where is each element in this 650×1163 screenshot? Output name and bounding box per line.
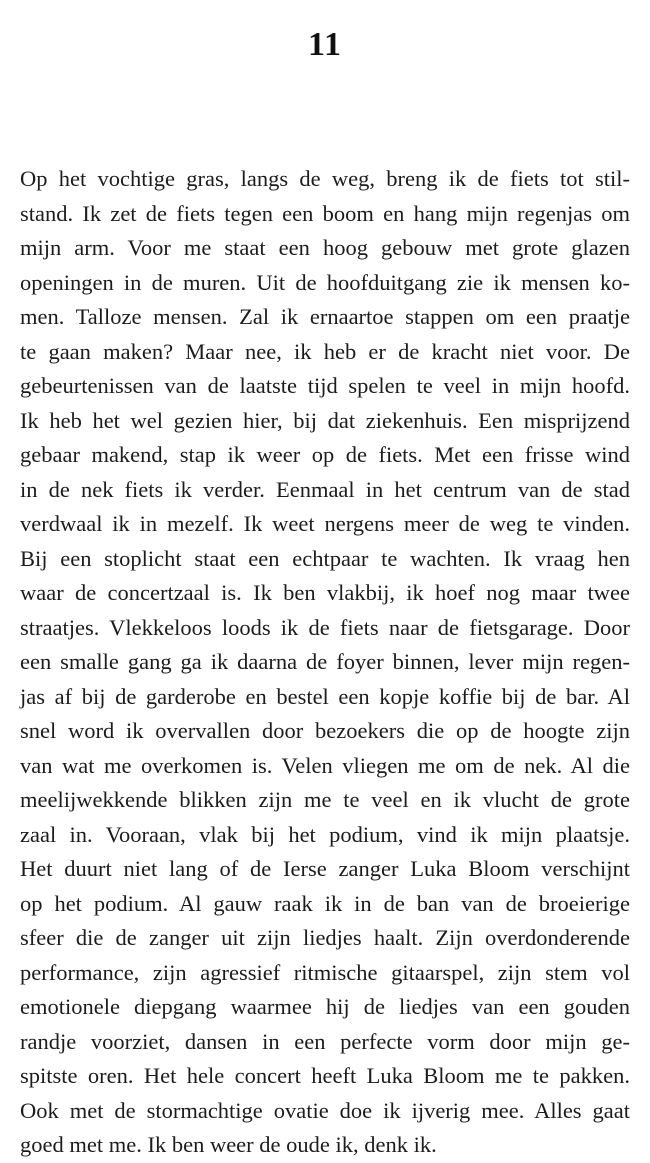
text-line: men. Talloze mensen. Zal ik ernaartoe stappen om een praatje xyxy=(20,304,630,329)
text-line: spitste oren. Het hele concert heeft Luka Bloom me te pakken. xyxy=(20,1063,630,1088)
text-line: Bij een stoplicht staat een echtpaar te wachten. Ik vraag hen xyxy=(20,545,630,571)
text-line: Op het vochtige gras, langs de weg, breng ik de fiets tot stil- xyxy=(20,166,630,191)
text-line: Ook met de stormachtige ovatie doe ik ijverig mee. Alles gaat xyxy=(20,1097,630,1123)
text-line: sfeer die de zanger uit zijn liedjes haalt. Zijn overdonderende xyxy=(20,925,630,950)
text-line: van wat me overkomen is. Velen vliegen me om de nek. Al die xyxy=(20,752,630,778)
text-line: performance, zijn agressief ritmische gitaarspel, zijn stem vol xyxy=(20,959,630,985)
text-line: meelijwekkende blikken zijn me te veel en ik vlucht de grote xyxy=(20,787,630,812)
text-line: gebaar makend, stap ik weer op de fiets. Met een frisse wind xyxy=(20,442,630,467)
text-line: emotionele diepgang waarmee hij de liedjes van een gouden xyxy=(20,994,630,1019)
text-line: snel word ik overvallen door bezoekers die op de hoogte zijn xyxy=(20,718,630,743)
chapter-number: 11 xyxy=(307,26,343,63)
text-line: in de nek fiets ik verder. Eenmaal in het centrum van de stad xyxy=(20,476,630,502)
text-line: openingen in de muren. Uit de hoofduitgang zie ik mensen ko- xyxy=(20,269,630,295)
text-line: randje voorziet, dansen in een perfecte vorm door mijn ge- xyxy=(20,1028,630,1054)
text-line: op het podium. Al gauw raak ik in de ban van de broeierige xyxy=(20,890,630,916)
text-line: jas af bij de garderobe en bestel een kopje koffie bij de bar. Al xyxy=(20,683,630,709)
text-line: Het duurt niet lang of de Ierse zanger Luka Bloom verschijnt xyxy=(20,856,630,881)
text-line: gebeurtenissen van de laatste tijd spelen te veel in mijn hoofd. xyxy=(20,373,630,398)
text-line: te gaan maken? Maar nee, ik heb er de kracht niet voor. De xyxy=(20,338,630,364)
text-line: mijn arm. Voor me staat een hoog gebouw met grote glazen xyxy=(20,235,630,260)
text-line: straatjes. Vlekkeloos loods ik de fiets naar de fietsgarage. Door xyxy=(20,614,630,640)
text-line: waar de concertzaal is. Ik ben vlakbij, ik hoef nog maar twee xyxy=(20,580,630,605)
text-line-last: goed met me. Ik ben weer de oude ik, denk ik. xyxy=(20,1132,437,1157)
text-line: zaal in. Vooraan, vlak bij het podium, vind ik mijn plaatsje. xyxy=(20,821,630,847)
text-line: stand. Ik zet de fiets tegen een boom en hang mijn regenjas om xyxy=(20,200,630,226)
text-line: Ik heb het wel gezien hier, bij dat ziekenhuis. Een misprijzend xyxy=(20,407,630,433)
text-line: verdwaal ik in mezelf. Ik weet nergens meer de weg te vinden. xyxy=(20,511,630,536)
text-line: een smalle gang ga ik daarna de foyer binnen, lever mijn regen- xyxy=(20,649,630,674)
chapter-body xyxy=(20,162,630,1163)
